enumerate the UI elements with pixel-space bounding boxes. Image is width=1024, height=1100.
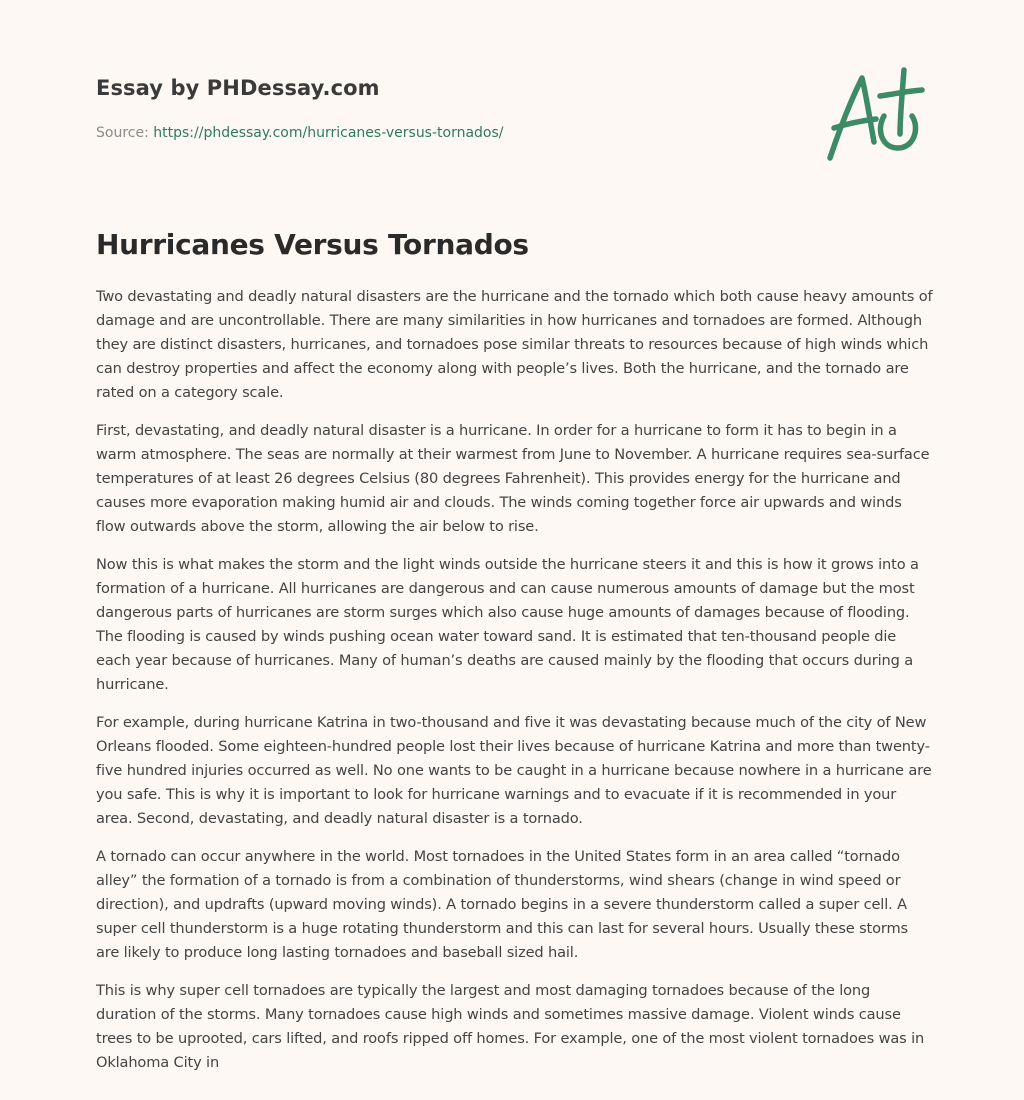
paragraph: Two devastating and deadly natural disasters are the hurricane and the tornado which both cause heavy amounts of damage and are uncontrollable. There are many similarities in how hurricanes and tornadoes are formed. Although they are distinct disasters, hurricanes, and tornadoes pose similar threats to resources because of high winds which can destroy properties and affect the economy along with people’s lives. Both the hurricane, and the tornado are rated on a category scale. bbox=[96, 288, 933, 401]
paragraph: This is why super cell tornadoes are typically the largest and most damaging tornadoes because of the long duration of the storms. Many tornadoes cause high winds and sometimes massive damage. Violent winds cause trees to be uprooted, cars lifted, and roofs ripped off homes. For example, one of the most violent tornadoes was in Oklahoma City in bbox=[96, 982, 925, 1071]
paragraph: First, devastating, and deadly natural disaster is a hurricane. In order for a hurricane to form it has to begin in a warm atmosphere. The seas are normally at their warmest from June to November. A hurricane requires sea-surface temperatures of at least 26 degrees Celsius (80 degrees Fahrenheit). This provides energy for the hurricane and causes more evaporation making humid air and clouds. The winds coming together force air upwards and winds flow outwards above the storm, allowing the air below to rise. bbox=[96, 422, 930, 535]
paragraph: A tornado can occur anywhere in the world. Most tornadoes in the United States form in an area called “tornado alley” the formation of a tornado is from a combination of thunderstorms, wind shears (change in wind speed or direction), and updrafts (upward moving winds). A tornado begins in a severe thunderstorm called a super cell. A super cell thunderstorm is a huge rotating thunderstorm and this can last for several hours. Usually these storms are likely to produce long lasting tornadoes and baseball sized hail. bbox=[96, 848, 909, 961]
source-label: Source: bbox=[96, 125, 149, 141]
source-link[interactable]: https://phdessay.com/hurricanes-versus-tornados/ bbox=[153, 125, 504, 141]
page-header bbox=[96, 76, 696, 141]
paragraph: For example, during hurricane Katrina in two-thousand and five it was devastating because much of the city of New Orleans flooded. Some eighteen-hundred people lost their lives because of hurricane Katrina and more than twenty-five hundred injuries occurred as well. No one wants to be caught in a hurricane because nowhere in a hurricane are you safe. This is why it is important to look for hurricane warnings and to evacuate if it is recommended in your area. Second, devastating, and deadly natural disaster is a tornado. bbox=[96, 714, 932, 827]
article-title: Hurricanes Versus Tornados bbox=[96, 228, 529, 261]
paragraph: Now this is what makes the storm and the light winds outside the hurricane steers it and this is how it grows into a formation of a hurricane. All hurricanes are dangerous and can cause numerous amounts of damage but the most dangerous parts of hurricanes are storm surges which also cause huge amounts of damages because of flooding. The flooding is caused by winds pushing ocean water toward sand. It is estimated that ten-thousand people die each year because of hurricanes. Many of human’s deaths are caused mainly by the flooding that occurs during a hurricane. bbox=[96, 556, 919, 693]
article-body bbox=[96, 285, 934, 1089]
source-line bbox=[96, 125, 504, 141]
a-plus-grade-icon bbox=[820, 64, 930, 168]
site-brand: Essay by PHDessay.com bbox=[96, 76, 380, 100]
